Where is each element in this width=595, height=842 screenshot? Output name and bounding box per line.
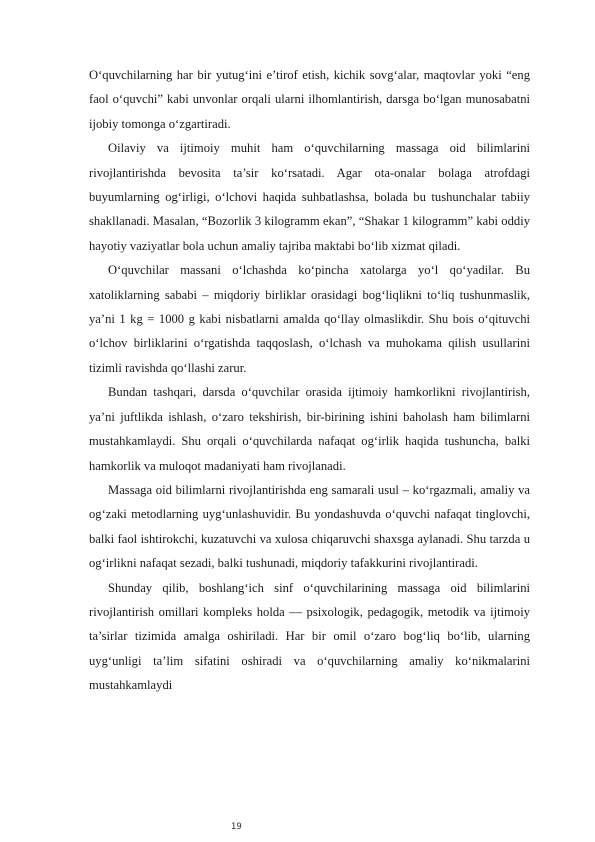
- document-body: [89, 63, 530, 698]
- paragraph-1: O‘quvchilarning har bir yutug‘ini e’tirof etish, kichik sovg‘alar, maqtovlar yoki “eng faol o‘quvchi” kabi unvonlar orqali ularni ilhomlantirish, darsga bo‘lgan munosabatni ijobiy tomonga o‘zgartiradi.: [89, 68, 530, 131]
- paragraph-2: Oilaviy va ijtimoiy muhit ham o‘quvchilarning massaga oid bilimlarini rivojlantirishda bevosita ta’sir ko‘rsatadi. Agar ota-onalar bolaga atrofdagi buyumlarning og‘irligi, o‘lchovi haqida suhbatlashsa, bolada bu tushunchalar tabiiy shakllanadi. Masalan, “Bozorlik 3 kilogramm ekan”, “Shakar 1 kilogramm” kabi oddiy hayotiy vaziyatlar bola uchun amaliy tajriba maktabi bo‘lib xizmat qiladi.: [89, 141, 530, 253]
- paragraph-5: Massaga oid bilimlarni rivojlantirishda eng samarali usul – ko‘rgazmali, amaliy va og‘zaki metodlarning uyg‘unlashuvidir. Bu yondashuvda o‘quvchi nafaqat tinglovchi, balki faol ishtirokchi, kuzatuvchi va xulosa chiqaruvchi shaxsga aylanadi. Shu tarzda u og‘irlikni nafaqat sezadi, balki tushunadi, miqdoriy tafakkurini rivojlantiradi.: [89, 482, 530, 571]
- paragraph-6: Shunday qilib, boshlang‘ich sinf o‘quvchilarining massaga oid bilimlarini rivojlantirish omillari kompleks holda — psixologik, pedagogik, metodik va ijtimoiy ta’sirlar tizimida amalga oshiriladi. Har bir omil o‘zaro bog‘liq bo‘lib, ularning uyg‘unligi ta’lim sifatini oshiradi va o‘quvchilarning amaliy ko‘nikmalarini mustahkamlaydi: [89, 580, 530, 693]
- paragraph-4: Bundan tashqari, darsda o‘quvchilar orasida ijtimoiy hamkorlikni rivojlantirish, ya’ni juftlikda ishlash, o‘zaro tekshirish, bir-birining ishini baholash ham bilimlarni mustahkamlaydi. Shu orqali o‘quvchilarda nafaqat og‘irlik haqida tushuncha, balki hamkorlik va muloqot madaniyati ham rivojlanadi.: [89, 385, 530, 473]
- page-number: 19: [231, 822, 242, 832]
- paragraph-3: O‘quvchilar massani o‘lchashda ko‘pincha xatolarga yo‘l qo‘yadilar. Bu xatoliklarning sababi – miqdoriy birliklar orasidagi bog‘liqlikni to‘liq tushunmaslik, ya’ni 1 kg = 1000 g kabi nisbatlarni amalda qo‘llay olmaslikdir. Shu bois o‘qituvchi o‘lchov birliklarini o‘rgatishda taqqoslash, o‘lchash va muhokama qilish usullarini tizimli ravishda qo‘llashi zarur.: [89, 263, 530, 375]
